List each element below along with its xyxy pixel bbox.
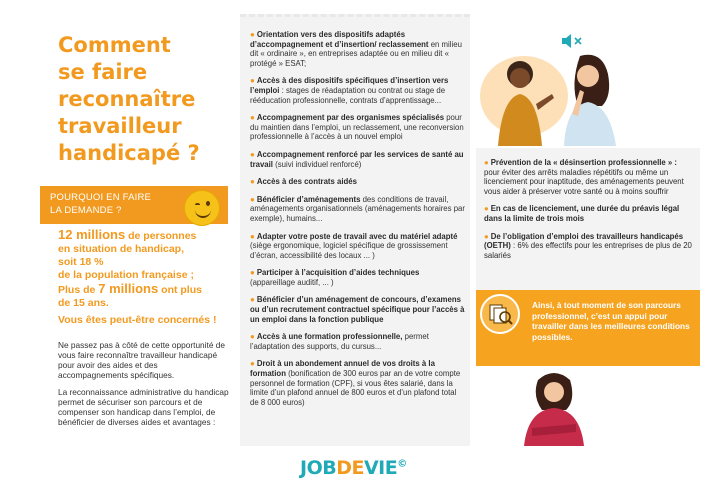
stat-12-millions: 12 millions (58, 227, 126, 242)
women-talking-illustration (476, 34, 626, 146)
list-item: ● Accès à une formation professionnelle, permet l’adaptation des supports, du cursus... (250, 332, 429, 351)
title-line: se faire (58, 60, 148, 84)
documents-magnifier-icon (480, 294, 520, 334)
stats-block (58, 228, 228, 327)
title-line: reconnaître (58, 87, 196, 111)
benefits-list (250, 30, 466, 415)
page-title (58, 32, 218, 167)
stat-18-percent: soit 18 % (58, 256, 104, 268)
list-item: ● Accompagnement renforcé par les services de santé au travail (suivi individuel renforcé) (250, 149, 464, 169)
stat-7-millions: 7 millions (98, 281, 159, 296)
list-item: ● Accès à des contrats aidés (250, 177, 357, 187)
list-item: ● Adapter votre poste de travail avec du matériel adapté (siège ergonomique, logiciel spécifique de grossissement d’écran, accessibilité des locaux ... ) (250, 231, 458, 260)
jobdevie-logo: JOBDEVIE© (300, 457, 407, 479)
list-item: ● Bénéficier d’un aménagement de concours, d’examens ou d’un recrutement contractuel spécifique pour l’accès à un emploi dans la fonction publique (250, 295, 465, 324)
stat-text: de la population française ; (58, 269, 194, 281)
conclusion-text: Ainsi, à tout moment de son parcours professionnel, c’est un appui pour travailler dans les meilleures conditions possibles. (532, 300, 690, 342)
stat-text: Plus de (58, 284, 99, 296)
smiley-wink-icon (184, 190, 220, 226)
list-item: ● De l’obligation d’emploi des travailleurs handicapés (OETH) : 6% des effectifs pour les entreprises de plus de 20 salariés (484, 231, 692, 260)
why-line-2: LA DEMANDE ? (50, 205, 122, 216)
extra-benefits-list (484, 158, 694, 268)
title-line: travailleur (58, 114, 182, 138)
woman-illustration (510, 366, 598, 446)
title-line: Comment (58, 33, 171, 57)
list-item: ● Accompagnement par des organismes spécialisés pour du maintien dans l’emploi, un reclassement, une reconversion professionnelle à l’accès à un nouvel emploi (250, 113, 464, 142)
stat-text: de 15 ans. (58, 297, 109, 309)
list-item: ● Bénéficier d’aménagements des conditions de travail, aménagements organisationnels (aménagements horaires par exemple), humains... (250, 194, 465, 223)
list-item: ● En cas de licenciement, une durée du préavis légal dans la limite de trois mois (484, 204, 680, 223)
list-item: ● Prévention de la « désinsertion professionnelle » : pour éviter des arrêts maladies répétitifs ou même un licenciement pour inaptitude, des aménagements peuvent vous aider à préserver votre santé ou à moins souffrir (484, 158, 684, 196)
title-line: handicapé ? (58, 141, 200, 165)
why-line-1: POURQUOI EN FAIRE (50, 192, 152, 203)
intro-paragraph: La reconnaissance administrative du handicap permet de sécuriser son parcours et de compenser son handicap dans l’emploi, de bénéficier de diverses aides et avantages : (58, 387, 229, 427)
left-intro (58, 340, 230, 434)
stat-text: ont plus (158, 284, 202, 296)
list-item: ● Participer à l’acquisition d’aides techniques (appareillage auditif, ... ) (250, 268, 420, 287)
mute-speaker-icon (560, 34, 586, 48)
stat-text: de personnes (125, 230, 197, 242)
stat-text: en situation de handicap, (58, 243, 185, 255)
stat-concerned: Vous êtes peut-être concernés ! (58, 314, 217, 326)
intro-paragraph: Ne passez pas à côté de cette opportunité de vous faire reconnaître travailleur handicapé pour avoir des aides et des accompagnements spécifiques. (58, 340, 225, 380)
list-item: ● Accès à des dispositifs spécifiques d’insertion vers l’emploi : stages de réadaptation ou contrat ou stage de rééducation professionnelle, contrats d’apprentissage... (250, 76, 449, 105)
list-item: ● Orientation vers des dispositifs adaptés d’accompagnement et d’insertion/ reclassement en milieu dit « ordinaire », en entreprises adaptée ou en milieu dit « protégé » ESAT; (250, 30, 462, 68)
list-item: ● Droit à un abondement annuel de vos droits à la formation (bonification de 300 euros par an de votre compte personnel de formation (CPF), si vous êtes salarié, dans la limite d’un plafond annuel de 800 euros et d’un plafond total de 8 000 euros) (250, 359, 461, 407)
